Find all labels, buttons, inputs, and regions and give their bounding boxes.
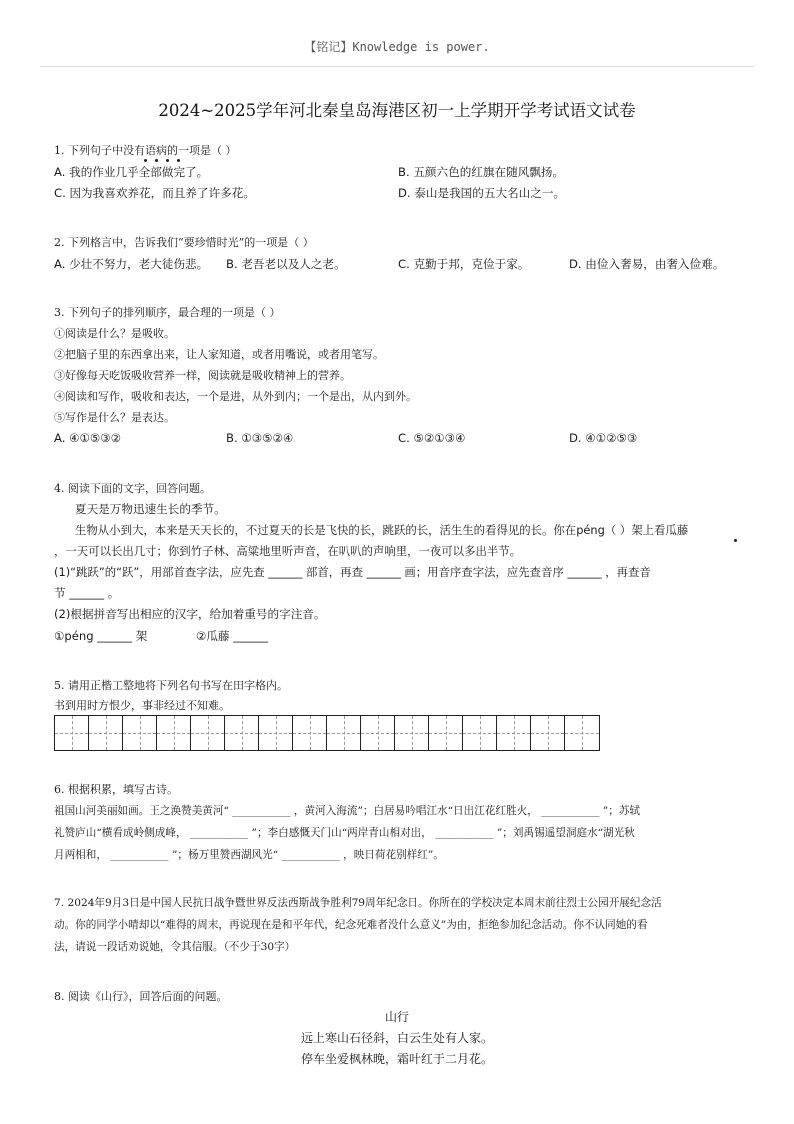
q4-stem: 4. 阅读下面的文字，回答问题。 [54,482,211,495]
grid-cell[interactable] [361,716,395,750]
grid-cell[interactable] [293,716,327,750]
exam-title: 2024~2025学年河北秦皇岛海港区初一上学期开学考试语文试卷 [158,101,636,120]
q3-sentence-2: ②把脑子里的东西拿出来，让人家知道，或者用嘴说，或者用笔写。 [54,348,384,361]
q3-option-b: B. ①③⑤②④ [226,431,294,445]
q3-sentence-5: ⑤写作是什么？是表达。 [54,411,175,424]
grid-cell[interactable] [531,716,565,750]
q1-option-c: C. 因为我喜欢养花，而且养了许多花。 [54,186,255,200]
poem-line-2: 停车坐爱枫林晚，霜叶红于二月花。 [300,1052,493,1066]
q5-stem: 5. 请用正楷工整地将下列名句书写在田字格内。 [54,679,288,692]
q4-passage-p1: 夏天是万物迅速生长的季节。 [75,502,226,516]
q2-stem: 2. 下列格言中，告诉我们“要珍惜时光”的一项是（ ） [54,236,314,249]
q4-passage-p2: 生物从小到大，本来是天天长的，不过夏天的长是飞快的长，跳跃的长，活生生的看得见的长。你在péng（ ）架上看瓜藤 [75,523,689,537]
q1-stem-post: 的一项是（ ） [167,144,237,157]
q3-option-a: A. ④①⑤③② [54,431,122,445]
q1-option-b: B. 五颜六色的红旗在随风飘扬。 [398,165,565,179]
grid-cell[interactable] [157,716,191,750]
poem-title: 山行 [384,1010,409,1024]
q3-sentence-4: ④阅读和写作，吸收和表达，一个是进，从外到内；一个是出，从内到外。 [54,390,417,403]
emphasis-dot [734,539,737,542]
grid-cell[interactable] [565,716,599,750]
tianzige-grid[interactable] [54,715,600,751]
q1-option-a: A. 我的作业几乎全部做完了。 [54,165,209,179]
grid-cell[interactable] [497,716,531,750]
grid-cell[interactable] [327,716,361,750]
q1-option-d: D. 泰山是我国的五大名山之一。 [398,186,566,200]
q7-line-3: 法，请说一段话劝说她，令其信服。（不少于30字） [54,941,296,953]
q4-sub1: (1)“跳跃”的“跃”，用部首查字法，应先查 ______ 部首，再查 ______ 画；用音序查字法，应先查音序 ______ ，再查音 [54,565,651,579]
q3-option-c: C. ⑤②①③④ [398,431,466,445]
grid-cell[interactable] [225,716,259,750]
q2-option-d: D. 由俭入奢易，由奢入俭难。 [569,257,725,271]
q3-stem: 3. 下列句子的排列顺序，最合理的一项是（ ） [54,306,281,319]
emphasis-dot [166,159,169,162]
q6-line-2: 礼赞庐山“横看成岭侧成峰， ___________ ”；李白感慨天门山“两岸青山相对出， ___________ ”；刘禹锡遥望洞庭水“湖光秋 [54,827,635,839]
page-header: 【铭记】Knowledge is power. [304,40,490,54]
emphasis-dot [155,159,158,162]
q2-option-c: C. 克勤于邦，克俭于家。 [398,257,530,271]
q8-stem: 8. 阅读《山行》，回答后面的问题。 [54,990,228,1003]
emphasis-dot [144,159,147,162]
q2-option-b: B. 老吾老以及人之老。 [226,257,346,271]
q4-answer-1: ①péng ______ 架 [54,629,148,643]
header-divider [40,66,754,67]
q1-stem [54,143,237,158]
q4-passage-p2-cont: ，一天可以长出几寸；你到竹子林、高粱地里听声音，在叭叭的声响里，一夜可以多出半节。 [54,544,522,558]
emphasis-dot [177,159,180,162]
grid-cell[interactable] [55,716,89,750]
q3-sentence-3: ③好像每天吃饭吸收营养一样，阅读就是吸收精神上的营养。 [54,369,351,382]
grid-cell[interactable] [123,716,157,750]
grid-cell[interactable] [259,716,293,750]
q7-line-1: 7. 2024年9月3日是中国人民抗日战争暨世界反法西斯战争胜利79周年纪念日。你所在的学校决定本周末前往烈士公园开展纪念活 [54,897,662,909]
grid-cell[interactable] [429,716,463,750]
q1-stem-emphasis: 没有语病 [123,144,167,157]
q3-option-d: D. ④①②⑤③ [569,431,638,445]
poem-line-1: 远上寒山石径斜，白云生处有人家。 [300,1031,493,1045]
grid-cell[interactable] [463,716,497,750]
q4-sub1-cont: 节 ______ 。 [54,586,120,600]
q4-sub2: (2)根据拼音写出相应的汉字，给加着重号的字注音。 [54,607,326,621]
grid-cell[interactable] [191,716,225,750]
q6-line-1: 祖国山河美丽如画。王之涣赞美黄河“ ___________ ，黄河入海流”；白居易吟唱江水“日出江花红胜火， ___________ ”；苏轼 [54,805,641,817]
q2-option-a: A. 少壮不努力，老大徒伤悲。 [54,257,209,271]
q7-line-2: 动。你的同学小晴却以“难得的周末，再说现在是和平年代，纪念死难者没什么意义”为由，拒绝参加纪念活动。你不认同她的看 [54,919,648,931]
grid-cell[interactable] [395,716,429,750]
q1-stem-pre: 1. 下列句子中 [54,144,123,157]
q6-line-3: 月两相和， ___________ ”；杨万里赞西湖风光“ ___________ ，映日荷花别样红”。 [54,849,444,861]
q6-stem: 6. 根据积累，填写古诗。 [54,783,178,796]
q5-sentence: 书到用时方恨少，事非经过不知难。 [54,699,230,712]
q3-sentence-1: ①阅读是什么？是吸收。 [54,327,175,340]
q4-answer-2: ②瓜藤 ______ [196,629,269,643]
grid-cell[interactable] [89,716,123,750]
